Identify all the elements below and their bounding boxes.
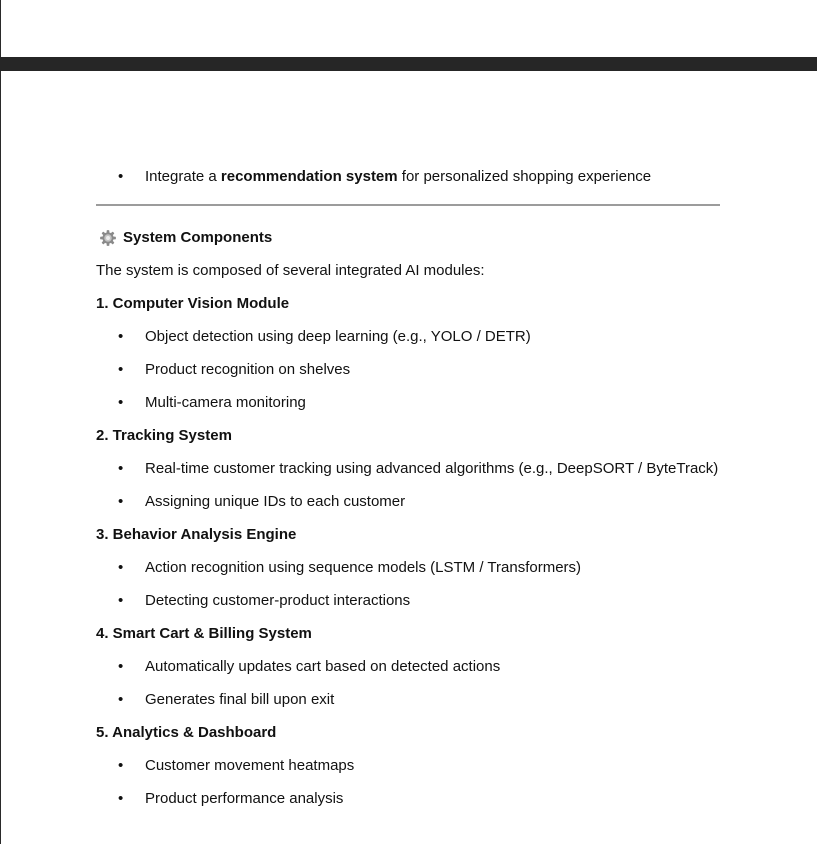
list-item-text: Assigning unique IDs to each customer	[145, 493, 406, 510]
list-item	[96, 457, 726, 480]
bullet-icon: •	[118, 328, 124, 345]
list-item-text: Product recognition on shelves	[145, 361, 351, 378]
bullet-icon: •	[118, 493, 124, 510]
previous-page	[0, 0, 817, 57]
bullet-icon: •	[118, 559, 124, 576]
bullet-icon: •	[118, 790, 124, 807]
section-title: System Components	[123, 229, 273, 246]
list-item: • Integrate a recommendation system for personalized shopping experience	[96, 165, 726, 188]
list-item	[96, 358, 726, 381]
module-heading: 2. Tracking System	[96, 427, 232, 444]
list-item-text: Customer movement heatmaps	[145, 757, 355, 774]
list-item	[96, 490, 726, 513]
list-item-text: Automatically updates cart based on detected actions	[145, 658, 501, 675]
module-heading: 5. Analytics & Dashboard	[96, 724, 277, 741]
list-item	[96, 688, 726, 711]
bullet-icon: •	[118, 691, 124, 708]
bullet-icon: •	[118, 460, 124, 477]
bullet-icon: •	[118, 757, 124, 774]
list-item-text: Product performance analysis	[145, 790, 344, 807]
bullet-icon: •	[118, 361, 124, 378]
modules-list	[96, 292, 726, 810]
list-item-text: Generates final bill upon exit	[145, 691, 335, 708]
list-item-text: Action recognition using sequence models (LSTM / Transformers)	[145, 559, 582, 576]
bullet-icon: •	[118, 394, 124, 411]
list-item	[96, 325, 726, 348]
module-heading: 4. Smart Cart & Billing System	[96, 625, 312, 642]
bullet-icon: •	[118, 168, 124, 185]
section-intro: The system is composed of several integrated AI modules:	[96, 262, 485, 279]
page-separator	[0, 57, 817, 71]
list-item	[96, 655, 726, 678]
list-item-text: Detecting customer-product interactions	[145, 592, 411, 609]
list-item	[96, 391, 726, 414]
gear-icon	[99, 229, 117, 247]
section-heading	[96, 226, 726, 249]
list-item-text: Object detection using deep learning (e.g., YOLO / DETR)	[145, 328, 531, 345]
module-heading: 1. Computer Vision Module	[96, 295, 290, 312]
horizontal-rule	[96, 204, 720, 206]
page-content	[96, 71, 726, 820]
list-item	[96, 754, 726, 777]
list-item	[96, 589, 726, 612]
bold-text: recommendation system	[220, 168, 398, 185]
list-item-text: Multi-camera monitoring	[145, 394, 306, 411]
bullet-icon: •	[118, 592, 124, 609]
bullet-icon: •	[118, 658, 124, 675]
list-item	[96, 787, 726, 810]
list-item-text: Real-time customer tracking using advanced algorithms (e.g., DeepSORT / ByteTrack)	[145, 460, 719, 477]
list-item	[96, 556, 726, 579]
module-heading: 3. Behavior Analysis Engine	[96, 526, 297, 543]
